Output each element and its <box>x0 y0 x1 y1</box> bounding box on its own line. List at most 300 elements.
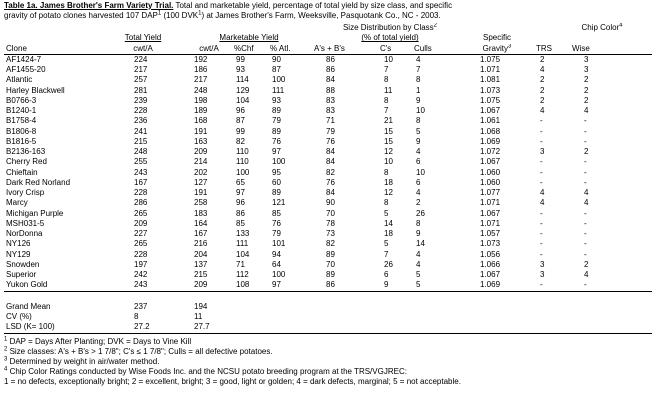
value-cell: 104 <box>236 95 250 105</box>
value-cell: 86 <box>326 65 335 75</box>
value-cell: 6 <box>384 270 389 280</box>
clone-name-cell: MSH031-5 <box>6 218 45 228</box>
value-cell: 248 <box>134 147 148 157</box>
value-cell: 73 <box>326 229 335 239</box>
cwt-header: cwt/A <box>100 44 184 55</box>
value-cell: 70 <box>326 208 335 218</box>
value-cell: 1.075 <box>480 54 501 64</box>
footnote-text: Size classes: A's + B's > 1 7/8"; C's ≤ 1 7/8"; Culls = all defective potatoes. <box>7 346 273 356</box>
clone-name-cell: B2136-163 <box>6 147 46 157</box>
value-cell: - <box>540 249 543 259</box>
footnote <box>4 367 652 377</box>
value-cell: 2 <box>584 75 589 85</box>
gravity-header: Gravity$^3$ <box>466 44 526 55</box>
value-cell: 2 <box>584 95 589 105</box>
value-cell: 217 <box>194 75 208 85</box>
value-cell: 5 <box>412 280 466 291</box>
value-cell: 104 <box>236 249 250 259</box>
stats-row <box>4 322 652 333</box>
value-cell: 8 <box>416 116 421 126</box>
value-cell: 209 <box>184 280 232 291</box>
value-cell: 243 <box>134 167 148 177</box>
value-cell: 82 <box>326 239 335 249</box>
clone-name-cell: AF1455-20 <box>6 65 46 75</box>
value-cell: 209 <box>134 218 148 228</box>
value-cell: 1.067 <box>480 208 501 218</box>
clone-name-cell: NorDonna <box>6 229 43 239</box>
value-cell: - <box>540 136 543 146</box>
value-cell: 243 <box>100 280 184 291</box>
value-cell: 86 <box>236 208 245 218</box>
value-cell: 129 <box>236 85 250 95</box>
value-cell: 216 <box>194 239 208 249</box>
value-cell: 10 <box>416 167 425 177</box>
value-cell: - <box>540 116 543 126</box>
value-cell: 191 <box>194 126 208 136</box>
value-cell: 15 <box>384 126 393 136</box>
value-cell: 167 <box>134 177 148 187</box>
table-row <box>4 86 652 96</box>
value-cell: 4 <box>584 270 589 280</box>
value-cell: 198 <box>194 95 208 105</box>
value-cell: 5 <box>416 270 421 280</box>
value-cell: 4 <box>540 65 545 75</box>
value-cell: 90 <box>272 54 281 64</box>
value-cell: 82 <box>236 136 245 146</box>
value-cell: 281 <box>134 85 148 95</box>
value-cell: 14 <box>416 239 425 249</box>
value-cell: 7 <box>384 249 389 259</box>
value-cell: 168 <box>194 116 208 126</box>
value-cell: 9 <box>378 280 412 291</box>
table-row <box>4 116 652 126</box>
clone-name-cell: NY129 <box>6 249 31 259</box>
value-cell: 8 <box>384 95 389 105</box>
footnotes <box>4 337 652 387</box>
value-cell: - <box>584 116 587 126</box>
value-cell: 6 <box>416 157 421 167</box>
value-cell: - <box>584 136 587 146</box>
value-cell: - <box>540 167 543 177</box>
value-cell: 110 <box>236 147 249 157</box>
value-cell: 1.067 <box>480 106 501 116</box>
value-cell: 26 <box>416 208 425 218</box>
value-cell: 9 <box>416 95 421 105</box>
value-cell: 3 <box>584 54 589 64</box>
value-cell: 83 <box>326 95 335 105</box>
specific-header: Specific <box>482 33 511 43</box>
value-cell: 97 <box>268 280 312 291</box>
value-cell: 10 <box>384 54 393 64</box>
table-row <box>4 198 652 208</box>
value-cell: 191 <box>194 188 208 198</box>
value-cell: 94 <box>272 249 281 259</box>
clone-name-cell: NY126 <box>6 239 31 249</box>
value-cell: - <box>584 167 587 177</box>
value-cell: 108 <box>232 280 268 291</box>
value-cell: 79 <box>326 126 335 136</box>
value-cell: 241 <box>134 126 148 136</box>
header-row-2 <box>4 33 652 43</box>
table-row <box>4 168 652 178</box>
value-cell: 224 <box>134 54 148 64</box>
size-dist-header: Size Distribution by Class$^2$ <box>342 23 438 33</box>
value-cell: 2 <box>584 147 589 157</box>
stat-value-cell: 11 <box>194 312 203 322</box>
value-cell: 83 <box>326 106 335 116</box>
value-cell: 12 <box>384 147 393 157</box>
value-cell: - <box>570 280 652 291</box>
value-cell: 163 <box>194 136 208 146</box>
value-cell: 1.067 <box>480 157 501 167</box>
value-cell: 2 <box>540 85 545 95</box>
clone-name-cell: Ivory Crisp <box>6 188 45 198</box>
table-row <box>4 270 652 280</box>
clone-name-cell: B0766-3 <box>6 95 37 105</box>
footnote-text: Chip Color Ratings conducted by Wise Foods Inc. and the NCSU potato breeding program at the TRS/VGJREC: <box>7 366 407 376</box>
value-cell: 1.073 <box>480 85 501 95</box>
value-cell: 242 <box>134 270 148 280</box>
caption-line2-mid: (100 DVK <box>161 11 199 20</box>
value-cell: 1.072 <box>480 147 501 157</box>
stat-value-cell: 27.7 <box>184 322 232 333</box>
stats-row <box>4 302 652 312</box>
value-cell: - <box>584 208 587 218</box>
value-cell: 8 <box>384 167 389 177</box>
value-cell: 86 <box>326 54 335 64</box>
chip-color-header: Chip Color$^4$ <box>581 23 623 33</box>
value-cell: 82 <box>326 167 335 177</box>
value-cell: 3 <box>540 259 545 269</box>
value-cell: 1.069 <box>480 136 501 146</box>
value-cell: 87 <box>236 116 245 126</box>
clone-name-cell: B1240-1 <box>6 106 37 116</box>
value-cell: 4 <box>416 54 421 64</box>
value-cell: 3 <box>584 65 589 75</box>
value-cell: 2 <box>540 95 545 105</box>
table-row <box>4 96 652 106</box>
value-cell: 90 <box>326 198 335 208</box>
value-cell: 97 <box>272 147 281 157</box>
value-cell: 1.057 <box>480 229 501 239</box>
footnote-text: 1 = no defects, exceptionally bright; 2 = excellent, bright; 3 = good, light or golden; 4 = dark defects, marginal; 5 = not acceptable. <box>4 376 461 386</box>
value-cell: 217 <box>134 65 148 75</box>
value-cell: 202 <box>194 167 208 177</box>
value-cell: 4 <box>416 147 421 157</box>
value-cell: 1.068 <box>480 126 501 136</box>
value-cell: 255 <box>134 157 148 167</box>
value-cell: 4 <box>540 106 545 116</box>
caption-sup2: 1 <box>198 10 202 17</box>
mcwt-header: cwt/A <box>184 44 232 55</box>
value-cell: 12 <box>384 188 393 198</box>
clone-name-cell: AF1424-7 <box>6 54 42 64</box>
value-cell: 137 <box>194 259 208 269</box>
clone-name-cell: Marcy <box>6 198 28 208</box>
value-cell: 95 <box>272 167 281 177</box>
value-cell: 76 <box>326 136 335 146</box>
clone-name-cell: Cherry Red <box>6 157 47 167</box>
table-row <box>4 137 652 147</box>
table-label: Table 1a. James Brother's Farm Variety Trial. <box>4 1 174 10</box>
data-rows <box>4 54 652 291</box>
value-cell: 4 <box>416 249 421 259</box>
value-cell: 265 <box>134 208 148 218</box>
value-cell: 1.067 <box>480 270 501 280</box>
caption-line1: Total and marketable yield, percentage of total yield by size class, and specific <box>173 1 453 10</box>
table-row <box>4 209 652 219</box>
table-row <box>4 106 652 116</box>
value-cell: 99 <box>236 54 245 64</box>
value-cell: 15 <box>384 136 393 146</box>
value-cell: 76 <box>272 218 281 228</box>
table-row <box>4 157 652 167</box>
value-cell: 1.060 <box>480 177 501 187</box>
value-cell: 2 <box>584 85 589 95</box>
value-cell: 7 <box>416 65 421 75</box>
footnote-marker: 4 <box>4 365 8 372</box>
table-row <box>4 188 652 198</box>
value-cell: 1.077 <box>480 188 501 198</box>
stat-label-cell: LSD (K= 100) <box>4 322 100 333</box>
value-cell: 215 <box>134 136 148 146</box>
stat-value-cell: 27.2 <box>100 322 184 333</box>
value-cell: 2 <box>584 259 589 269</box>
value-cell: 89 <box>272 188 281 198</box>
value-cell: - <box>540 208 543 218</box>
value-cell: - <box>540 157 543 167</box>
value-cell: 76 <box>272 136 281 146</box>
stat-value-cell: 8 <box>134 312 139 322</box>
value-cell: 89 <box>326 249 335 259</box>
table-row <box>4 147 652 157</box>
value-cell: 228 <box>134 106 148 116</box>
value-cell: 164 <box>194 218 208 228</box>
clone-name-cell: Dark Red Norland <box>6 177 71 187</box>
value-cell: 86 <box>312 280 378 291</box>
value-cell: 286 <box>134 198 148 208</box>
value-cell: 167 <box>194 229 208 239</box>
value-cell: 2 <box>416 198 421 208</box>
value-cell: 114 <box>236 75 249 85</box>
value-cell: - <box>584 239 587 249</box>
value-cell: 84 <box>326 75 335 85</box>
value-cell: 79 <box>272 229 281 239</box>
header-row-1 <box>4 23 652 33</box>
value-cell: 88 <box>326 85 335 95</box>
value-cell: 111 <box>236 239 249 249</box>
value-cell: 4 <box>416 259 421 269</box>
value-cell: 26 <box>384 259 393 269</box>
footnote-text: Determined by weight in air/water method. <box>7 356 160 366</box>
value-cell: 64 <box>272 259 281 269</box>
value-cell: 93 <box>236 65 245 75</box>
value-cell: 133 <box>236 229 250 239</box>
value-cell: - <box>540 177 543 187</box>
ab-header: A's + B's <box>312 44 378 55</box>
value-cell: 101 <box>272 239 286 249</box>
value-cell: 121 <box>272 198 286 208</box>
value-cell: 71 <box>326 116 335 126</box>
value-cell: 89 <box>272 126 281 136</box>
value-cell: 100 <box>236 167 250 177</box>
clone-header: Clone <box>4 44 100 55</box>
value-cell: 236 <box>134 116 148 126</box>
value-cell: 18 <box>384 229 393 239</box>
header-row-3 <box>4 44 652 55</box>
value-cell: 85 <box>272 208 281 218</box>
value-cell: - <box>584 229 587 239</box>
table-row <box>4 178 652 188</box>
table-row <box>4 250 652 260</box>
chf-header: %Chf <box>232 44 268 55</box>
value-cell: 79 <box>272 116 281 126</box>
value-cell: 97 <box>236 188 245 198</box>
table-row <box>4 260 652 270</box>
value-cell: - <box>540 239 543 249</box>
cs-header: C's <box>378 44 412 55</box>
value-cell: 84 <box>326 147 335 157</box>
value-cell: 4 <box>584 106 589 116</box>
size-dist-subheader: (% of total yield) <box>361 33 419 43</box>
total-yield-header: Total Yield <box>124 33 162 43</box>
value-cell: 71 <box>236 259 245 269</box>
value-cell: 1.061 <box>480 116 501 126</box>
value-cell: 8 <box>416 218 421 228</box>
stat-label-cell: CV (%) <box>6 312 32 322</box>
value-cell: 1.060 <box>480 167 501 177</box>
culls-header: Culls <box>412 44 466 55</box>
value-cell: 258 <box>194 198 208 208</box>
value-cell: 214 <box>194 157 208 167</box>
caption-line2-pre: gravity of potato clones harvested 107 DAP <box>4 11 158 20</box>
value-cell: 9 <box>416 136 421 146</box>
value-cell: 4 <box>584 198 589 208</box>
table-row <box>4 65 652 75</box>
spacer-row <box>4 291 652 302</box>
clone-name-cell: B1816-5 <box>6 136 37 146</box>
caption-line2-post: ) at James Brother's Farm, Weeksville, Pasquotank Co., NC - 2003. <box>201 11 441 20</box>
footnote <box>4 347 652 357</box>
value-cell: 127 <box>194 177 208 187</box>
value-cell: 228 <box>134 188 148 198</box>
value-cell: 257 <box>134 75 148 85</box>
value-cell: 100 <box>272 75 286 85</box>
value-cell: 3 <box>540 270 545 280</box>
value-cell: 96 <box>236 106 245 116</box>
value-cell: 85 <box>236 218 245 228</box>
value-cell: 1.069 <box>466 280 526 291</box>
value-cell: 3 <box>540 147 545 157</box>
footnote-marker: 1 <box>4 335 8 342</box>
marketable-yield-header: Marketable Yield <box>219 33 279 43</box>
value-cell: 197 <box>134 259 148 269</box>
value-cell: 7 <box>384 65 389 75</box>
table-row <box>4 229 652 239</box>
clone-name-cell: Yukon Gold <box>4 280 100 291</box>
value-cell: 2 <box>540 54 545 64</box>
clone-name-cell: B1806-8 <box>6 126 37 136</box>
value-cell: 60 <box>272 177 281 187</box>
value-cell: 21 <box>384 116 393 126</box>
table-row <box>4 75 652 85</box>
footnote-marker: 2 <box>4 345 8 352</box>
value-cell: 192 <box>194 54 208 64</box>
table-caption <box>4 1 652 21</box>
table-row <box>4 127 652 137</box>
footnote <box>4 337 652 347</box>
value-cell: 5 <box>384 208 389 218</box>
value-cell: 18 <box>384 177 393 187</box>
value-cell: 204 <box>194 249 208 259</box>
value-cell: 7 <box>384 106 389 116</box>
value-cell: - <box>584 218 587 228</box>
value-cell: 78 <box>326 218 335 228</box>
value-cell: 1.075 <box>480 95 501 105</box>
value-cell: 10 <box>416 106 425 116</box>
clone-name-cell: Michigan Purple <box>6 208 64 218</box>
value-cell: 111 <box>272 85 285 95</box>
value-cell: 6 <box>416 177 421 187</box>
value-cell: 4 <box>540 198 545 208</box>
value-cell: 9 <box>416 229 421 239</box>
trs-header: TRS <box>526 44 570 55</box>
value-cell: - <box>540 229 543 239</box>
value-cell: 1.071 <box>480 198 501 208</box>
value-cell: - <box>526 280 570 291</box>
value-cell: 65 <box>236 177 245 187</box>
stats-rows <box>4 291 652 333</box>
value-cell: 5 <box>384 239 389 249</box>
value-cell: 227 <box>134 229 148 239</box>
value-cell: 14 <box>384 218 393 228</box>
value-cell: 8 <box>416 75 421 85</box>
value-cell: 76 <box>326 177 335 187</box>
value-cell: - <box>584 177 587 187</box>
footnote <box>4 357 652 367</box>
value-cell: 1.073 <box>480 239 501 249</box>
value-cell: 84 <box>326 188 335 198</box>
clone-name-cell: B1758-4 <box>6 116 37 126</box>
value-cell: 215 <box>194 270 208 280</box>
stats-row <box>4 312 652 322</box>
value-cell: 265 <box>134 239 148 249</box>
value-cell: 100 <box>272 157 286 167</box>
stat-value-cell: 194 <box>194 301 208 311</box>
value-cell: 8 <box>384 75 389 85</box>
value-cell: 1.071 <box>480 65 501 75</box>
caption-sup: 1 <box>157 10 162 17</box>
footnote-text: DAP = Days After Planting; DVK = Days to Vine Kill <box>7 336 192 346</box>
value-cell: - <box>584 126 587 136</box>
value-cell: 228 <box>134 249 148 259</box>
table-row <box>4 239 652 249</box>
footnote <box>4 377 652 387</box>
value-cell: 96 <box>236 198 245 208</box>
value-cell: - <box>584 249 587 259</box>
value-cell: 99 <box>236 126 245 136</box>
value-cell: 100 <box>272 270 286 280</box>
value-cell: 89 <box>326 270 335 280</box>
value-cell: 112 <box>236 270 249 280</box>
clone-name-cell: Superior <box>6 270 37 280</box>
value-cell: 1.081 <box>480 75 501 85</box>
value-cell: 239 <box>134 95 148 105</box>
value-cell: 183 <box>194 208 208 218</box>
table-row <box>4 219 652 229</box>
trial-table <box>4 23 652 334</box>
value-cell: - <box>540 126 543 136</box>
